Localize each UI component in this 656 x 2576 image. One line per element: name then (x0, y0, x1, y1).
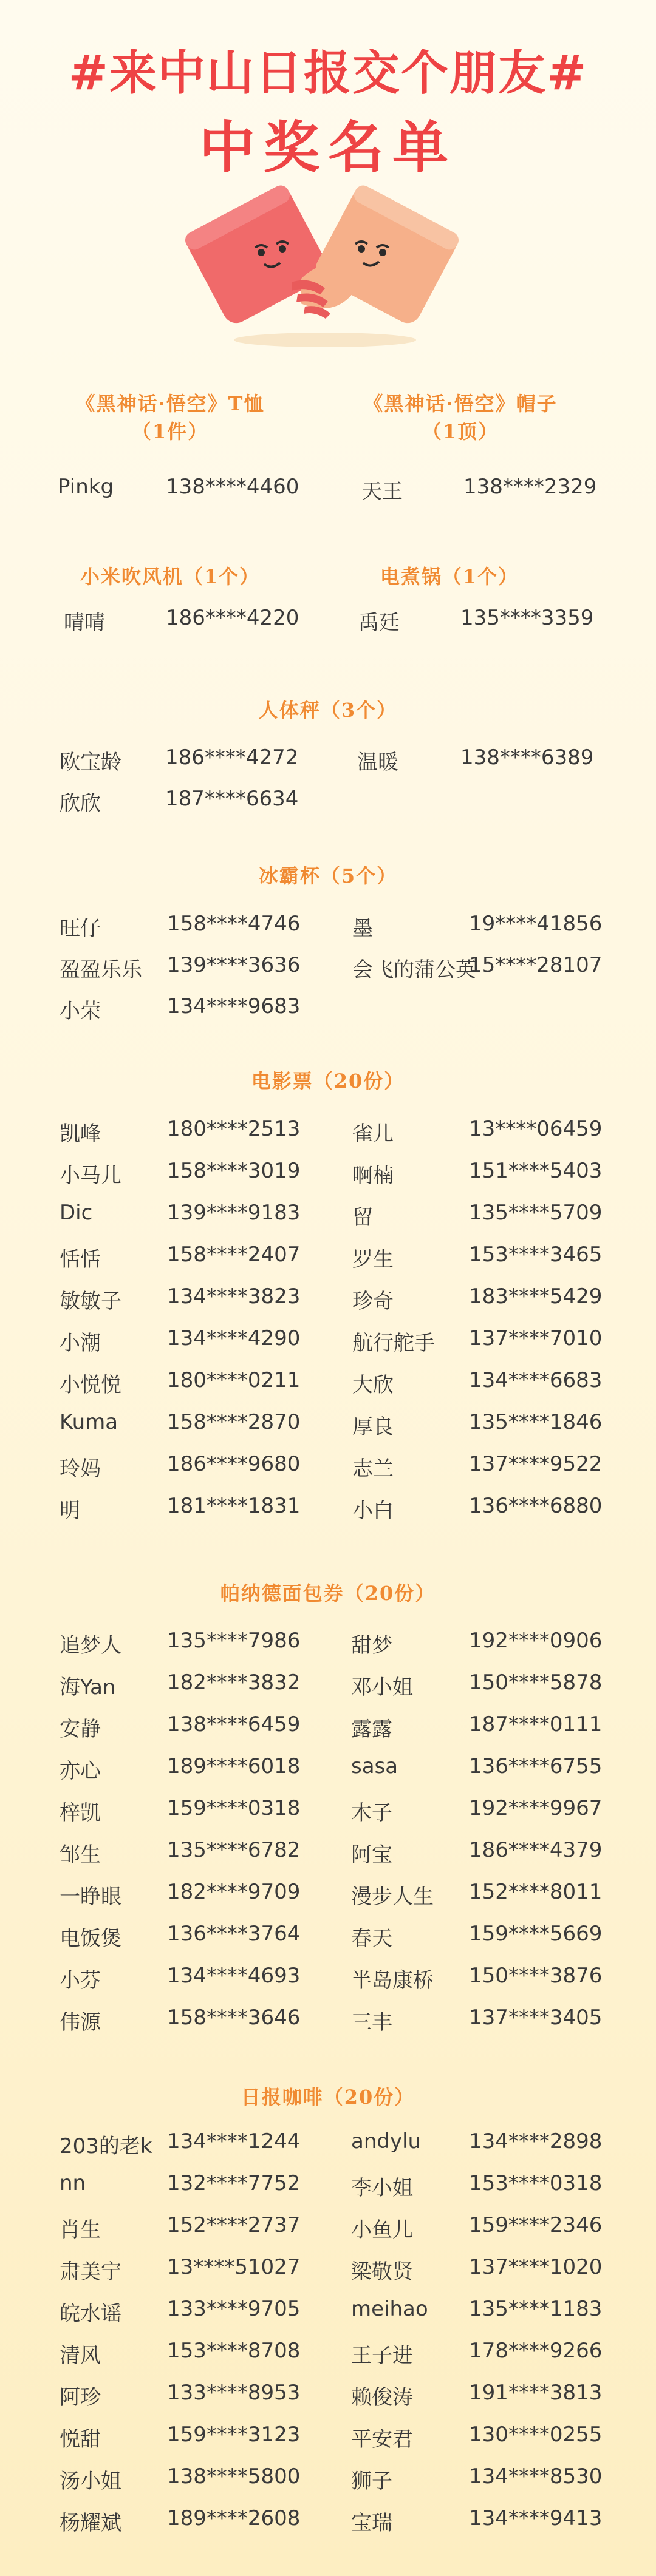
winner-name: 旺仔 (60, 917, 101, 941)
winner-name: 阿珍 (60, 2385, 101, 2410)
winner-phone: 134****4693 (167, 1964, 301, 1988)
winner-name: 三丰 (351, 2010, 392, 2035)
winner-phone: 136****6880 (469, 1494, 603, 1518)
winner-name: 雀儿 (352, 1122, 394, 1146)
winner-phone: 139****3636 (167, 953, 301, 977)
winner-phone: 186****9680 (167, 1452, 301, 1476)
winner-phone: 189****2608 (167, 2506, 301, 2530)
winner-name: 203的老k (60, 2134, 152, 2158)
winner-phone: 135****7986 (167, 1629, 301, 1653)
winner-phone: 159****3123 (167, 2422, 301, 2447)
winner-name: 邓小姐 (351, 1675, 413, 1700)
winner-name: 追梦人 (60, 1633, 121, 1658)
winner-name: 赖俊涛 (351, 2385, 413, 2410)
section-title-cup: 冰霸杯（5个） (258, 864, 398, 887)
winner-name: 欧宝龄 (60, 750, 121, 774)
winner-phone: 158****2870 (167, 1410, 301, 1434)
winner-phone: 13****51027 (167, 2255, 301, 2279)
winner-name: 梓凯 (60, 1801, 101, 1825)
winner-phone: 134****9683 (167, 994, 301, 1019)
winner-phone: 187****0111 (469, 1712, 603, 1737)
winner-phone: 151****5403 (469, 1159, 603, 1183)
winner-name: 狮子 (351, 2469, 392, 2493)
winner-phone: 134****1244 (167, 2129, 301, 2154)
winner-phone: 183****5429 (469, 1284, 603, 1309)
winner-phone: 136****6755 (469, 1754, 603, 1778)
winner-name: 欣欣 (60, 791, 101, 816)
winner-phone: 153****0318 (469, 2171, 603, 2195)
section-title-hairdryer: 小米吹风机（1个） (80, 565, 261, 588)
winner-name: 梁敬贤 (351, 2260, 413, 2284)
winner-name: 温暖 (357, 750, 398, 774)
winner-name: 清风 (60, 2344, 101, 2368)
winner-name: 露露 (351, 1717, 392, 1741)
winner-name: 禹廷 (358, 611, 400, 635)
winner-phone: 186****4272 (165, 745, 299, 770)
winner-name: 恬恬 (60, 1247, 101, 1272)
winner-phone: 158****3646 (167, 2005, 301, 2030)
winner-name: 晴晴 (64, 611, 105, 635)
winner-phone: 159****5669 (469, 1922, 603, 1946)
winner-name: Kuma (60, 1410, 118, 1434)
winner-name: 电饭煲 (60, 1927, 121, 1951)
winner-phone: 134****6683 (469, 1368, 603, 1392)
winner-name: 宝瑞 (351, 2511, 392, 2535)
winner-name: 小鱼儿 (351, 2218, 413, 2242)
winner-name: 明 (60, 1499, 80, 1523)
winner-phone: 137****7010 (469, 1326, 603, 1351)
winner-phone: 152****8011 (469, 1880, 603, 1904)
winner-name: nn (60, 2171, 86, 2195)
winner-name: 邹生 (60, 1843, 101, 1867)
winner-name: 玲妈 (60, 1457, 101, 1481)
winner-phone: 136****3764 (167, 1922, 301, 1946)
winner-phone: 158****3019 (167, 1159, 301, 1183)
winner-name: 啊楠 (352, 1164, 394, 1188)
winner-name: 平安君 (351, 2427, 413, 2452)
winner-phone: 181****1831 (167, 1494, 301, 1518)
winner-phone: 192****9967 (469, 1796, 603, 1820)
winner-phone: 152****2737 (167, 2213, 301, 2237)
winner-phone: 191****3813 (469, 2381, 603, 2405)
winner-name: 春天 (351, 1927, 392, 1951)
winner-phone: 182****9709 (167, 1880, 301, 1904)
winner-phone: 135****5709 (469, 1201, 603, 1225)
winner-phone: 180****0211 (167, 1368, 301, 1392)
winner-name: 安静 (60, 1717, 101, 1741)
winner-name: 肖生 (60, 2218, 101, 2242)
winner-phone: 187****6634 (165, 787, 299, 811)
winner-phone: 138****4460 (166, 475, 299, 499)
winner-phone: 159****0318 (167, 1796, 301, 1820)
winner-name: 王子进 (351, 2344, 413, 2368)
winner-phone: 186****4379 (469, 1838, 603, 1862)
winner-phone: 135****3359 (460, 606, 594, 630)
winner-name: 皖水谣 (60, 2302, 121, 2326)
winner-phone: 135****1846 (469, 1410, 603, 1434)
winner-name: 珍奇 (352, 1289, 394, 1313)
winner-name: 大欣 (352, 1373, 394, 1397)
winner-phone: 159****2346 (469, 2213, 603, 2237)
winner-name: Pinkg (58, 475, 114, 499)
winner-phone: 186****4220 (166, 606, 299, 630)
winner-name: 半岛康桥 (351, 1968, 434, 1993)
winner-phone: 133****8953 (167, 2381, 301, 2405)
winner-name: 李小姐 (351, 2176, 413, 2200)
winner-name: Dic (60, 1201, 93, 1225)
winner-name: sasa (351, 1754, 398, 1778)
winner-phone: 130****0255 (469, 2422, 603, 2447)
winner-phone: 134****8530 (469, 2464, 603, 2489)
winner-phone: 178****9266 (469, 2339, 603, 2363)
page-subtitle: 中奖名单 (199, 115, 457, 180)
section-title-bread: 帕纳德面包券（20份） (220, 1582, 436, 1605)
winner-name: 志兰 (352, 1457, 394, 1481)
page-title: #来中山日报交个朋友# (68, 46, 588, 101)
winner-phone: 134****9413 (469, 2506, 603, 2530)
winner-phone: 133****9705 (167, 2297, 301, 2321)
winner-name: 凯峰 (60, 1122, 101, 1146)
winner-phone: 137****9522 (469, 1452, 603, 1476)
section-title-movie: 电影票（20份） (251, 1069, 405, 1093)
winner-name: 墨 (352, 917, 373, 941)
section-title-cooker: 电煮锅（1个） (380, 565, 519, 588)
winner-name: 小悦悦 (60, 1373, 121, 1397)
winner-phone: 192****0906 (469, 1629, 603, 1653)
winner-name: 小芬 (60, 1968, 101, 1993)
section-title-scale: 人体秤（3个） (258, 699, 398, 722)
winner-name: 留 (352, 1205, 373, 1230)
winner-name: 悦甜 (60, 2427, 101, 2452)
winner-phone: 138****5800 (167, 2464, 301, 2489)
winner-name: 伟源 (60, 2010, 101, 2035)
winner-phone: 153****3465 (469, 1242, 603, 1267)
winner-phone: 134****2898 (469, 2129, 603, 2154)
winner-name: 一睁眼 (60, 1885, 121, 1909)
winner-name: 罗生 (352, 1247, 394, 1272)
handshake-faces-icon (176, 176, 468, 352)
winner-name: 小白 (352, 1499, 394, 1523)
winner-name: 小潮 (60, 1331, 101, 1355)
winner-name: meihao (351, 2297, 428, 2321)
winner-phone: 13****06459 (469, 1117, 603, 1141)
winner-name: 盈盈乐乐 (60, 958, 142, 982)
winner-name: 肃美宁 (60, 2260, 121, 2284)
winner-phone: 138****6389 (460, 745, 594, 770)
winner-name: 小马儿 (60, 1164, 121, 1188)
winner-phone: 135****1183 (469, 2297, 603, 2321)
winner-name: 亦心 (60, 1759, 101, 1783)
winner-name: 汤小姐 (60, 2469, 121, 2493)
winner-phone: 150****5878 (469, 1670, 603, 1695)
winner-phone: 150****3876 (469, 1964, 603, 1988)
section-title-cap: 《黑神话·悟空》帽子 （1顶） (363, 392, 558, 443)
winner-phone: 19****41856 (469, 912, 603, 936)
winner-phone: 15****28107 (469, 953, 603, 977)
winner-phone: 153****8708 (167, 2339, 301, 2363)
winner-phone: 138****2329 (463, 475, 597, 499)
winner-name: 敏敏子 (60, 1289, 121, 1313)
winner-phone: 134****4290 (167, 1326, 301, 1351)
winner-name: andylu (351, 2129, 422, 2154)
winner-name: 小荣 (60, 999, 101, 1023)
winner-phone: 182****3832 (167, 1670, 301, 1695)
winner-name: 航行舵手 (352, 1331, 435, 1355)
section-title-coffee: 日报咖啡（20份） (241, 2086, 415, 2109)
winner-phone: 132****7752 (167, 2171, 301, 2195)
winner-name: 杨耀斌 (60, 2511, 121, 2535)
winner-phone: 158****4746 (167, 912, 301, 936)
winner-phone: 135****6782 (167, 1838, 301, 1862)
winner-name: 甜梦 (351, 1633, 392, 1658)
winner-phone: 134****3823 (167, 1284, 301, 1309)
winner-phone: 180****2513 (167, 1117, 301, 1141)
winner-name: 会飞的蒲公英 (352, 958, 476, 982)
winner-phone: 158****2407 (167, 1242, 301, 1267)
winner-phone: 139****9183 (167, 1201, 301, 1225)
winner-phone: 137****1020 (469, 2255, 603, 2279)
winner-phone: 138****6459 (167, 1712, 301, 1737)
winner-phone: 137****3405 (469, 2005, 603, 2030)
winner-name: 阿宝 (351, 1843, 392, 1867)
section-title-tshirt: 《黑神话·悟空》T恤 （1件） (75, 392, 265, 443)
winner-name: 木子 (351, 1801, 392, 1825)
winner-name: 天王 (361, 480, 403, 504)
winner-phone: 189****6018 (167, 1754, 301, 1778)
winner-name: 海Yan (60, 1675, 116, 1700)
winner-name: 漫步人生 (351, 1885, 434, 1909)
winner-name: 厚良 (352, 1415, 394, 1439)
